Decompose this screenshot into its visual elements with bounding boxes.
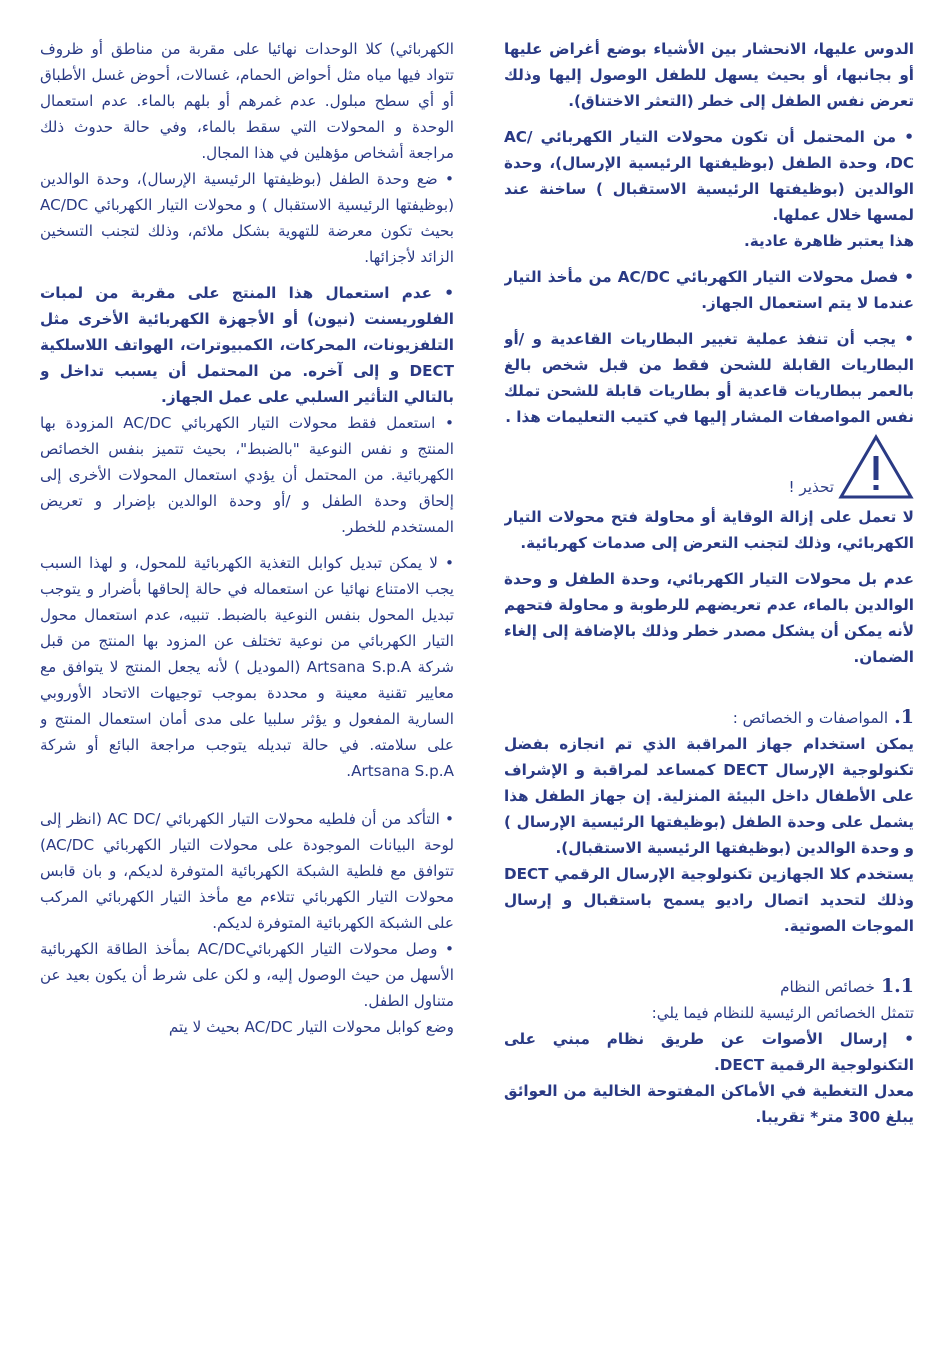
- paragraph: الكهربائي) كلا الوحدات نهائيا على مقربة من مناطق أو ظروف تتواد فيها مياه مثل أحواض الحمام، غسالات، أحوض غسل الأطباق أو أي سطح مبلول. عدم غمرهم أو بلهم بالماء. عدم استعمال الوحدة و المحولات التي سقط بالماء، وفي حالة حدوث ذلك مراجعة أشخاص مؤهلين في هذا المجال.: [40, 40, 454, 162]
- subsection-heading: [504, 973, 914, 1000]
- paragraph: معدل التغطية في الأماكن المفتوحة الخالية من العوائق يبلغ 300 متر* تقريبا.: [504, 1082, 914, 1126]
- subsection-number: 1.1: [880, 975, 914, 997]
- bullet-paragraph: • يجب أن تنفذ عملية تغيير البطاريات القاعدية و /أو البطاريات القابلة للشحن فقط من قبل شخص بالغ بالعمر ببطاريات قاعدية أو بطاريات قابلة للشحن تملك نفس المواصفات المشار إليها في كتيب التعليمات هذا .: [504, 330, 914, 426]
- bullet-paragraph: • وصل محولات التيار الكهربائيAC/DC بمأخذ الطاقة الكهربائية الأسهل من حيث الوصول إليه، و لكن على شرط أن يكون بعيد عن متناول الطفل.: [40, 940, 454, 1010]
- bullet-paragraph: • إرسال الأصوات عن طريق نظام مبني على التكنولوجية الرقمية DECT.: [504, 1030, 914, 1074]
- paragraph: يستخدم كلا الجهازين تكنولوجية الإرسال الرقمي DECT وذلك لتحديد اتصال راديو يسمح باستقبال و إرسال الموجات الصوتية.: [504, 865, 914, 935]
- section-number: 1.: [894, 706, 914, 728]
- bullet-paragraph: • استعمل فقط محولات التيار الكهربائي AC/DC المزودة بها المنتج و نفس النوعية "بالضبط"، بحيث تتميز بنفس الخصائص الكهربائية. من المحتمل أن يؤدي استعمال المحولات الأخرى إلى إلحاق وحدة الطفل و /أو وحدة الوالدين بإضرار و تعريض المستخدم للخطر.: [40, 414, 454, 536]
- bullet-paragraph: • من المحتمل أن تكون محولات التيار الكهربائي /AC DC، وحدة الطفل (بوظيفتها الرئيسية الإرسال)، وحدة الوالدين (بوظيفتها الرئيسية الاستقبال ) ساخنة عند لمسها خلال عملها.: [504, 128, 914, 224]
- paragraph: عدم بل محولات التيار الكهربائي، وحدة الطفل و وحدة الوالدين بالماء، عدم تعريضهم للرطوبة و محاولة فتحهم لأنه يمكن أن يشكل مصدر خطر وذلك بالإضافة إلى إلغاء الضمان.: [504, 570, 914, 666]
- right-column: [504, 36, 914, 1336]
- paragraph: هذا يعتبر ظاهرة عادية.: [744, 232, 914, 250]
- subsection-title: خصائص النظام: [780, 978, 875, 996]
- bullet-paragraph: • لا يمكن تبديل كوابل التغذية الكهربائية للمحول، و لهذا السبب يجب الامتناع نهائيا عن استعماله في حالة إلحاقها بأضرار و يتوجب تبديل المحول بنفس النوعية بالضبط. تنبيه، عدم استعمال محول التيار الكهربائي من نوعية تختلف عن المزود بها المنتج من قبل شركة Artsana S.p.A (الموديل ) لأنه يجعل المنتج لا يتوافق مع معايير تقنية معينة و محددة بموجب توجيهات الاتحاد الأوروبي السارية المفعول و يؤثر سلبيا على مدى أمان استعمال المنتج و على سلامته. في حالة تبديله يتوجب مراجعة البائع أو شركة Artsana S.p.A.: [40, 554, 454, 780]
- paragraph: الدوس عليها، الانحشار بين الأشياء بوضع أغراض عليها أو بجانبها، أو بحيث يسهل للطفل الوصول إليها وذلك تعرض نفس الطفل إلى خطر (التعثر الاختناق).: [504, 40, 914, 110]
- warning-triangle-icon: [838, 434, 914, 500]
- paragraph: وضع كوابل محولات التيار AC/DC بحيث لا يتم: [168, 1018, 454, 1036]
- section-title: المواصفات و الخصائص :: [732, 709, 889, 727]
- paragraph: تتمثل الخصائص الرئيسية للنظام فيما يلي:: [651, 1004, 914, 1022]
- warning-block: [504, 434, 914, 504]
- section-heading: [504, 704, 914, 731]
- paragraph: لا تعمل على إزالة الوقاية أو محاولة فتح محولات التيار الكهربائي، وذلك لتجنب التعرض إلى صدمات كهربائية.: [504, 508, 914, 552]
- bullet-paragraph: • عدم استعمال هذا المنتج على مقربة من لمبات الفلوريسنت (نيون) أو الأجهزة الكهربائية الأخرى مثل التلفزيونات، المحركات، الكمبيوترات، الهواتف اللاسلكية DECT و إلى آخره. من المحتمل أن يسبب تداخل و بالتالي التأثير السلبي على عمل الجهاز.: [40, 284, 454, 406]
- bullet-paragraph: • التأكد من أن فلطيه محولات التيار الكهربائي /AC DC (انظر إلى لوحة البيانات الموجودة على محولات التيار الكهربائي AC/DC) تتوافق مع فلطية الشبكة الكهربائية المتوفرة لديكم، و بان قابس محولات التيار الكهربائي تتلاءم مع مأخذ التيار الكهربائي المركب على الشبكة الكهربائية المتوفرة لديكم.: [40, 810, 454, 932]
- bullet-paragraph: • فصل محولات التيار الكهربائي AC/DC من مأخذ التيار عندما لا يتم استعمال الجهاز.: [504, 268, 914, 312]
- paragraph: يمكن استخدام جهاز المراقبة الذي تم انجازه بفضل تكنولوجية الإرسال DECT كمساعد لمراقبة و الإشراف على الأطفال داخل البيئة المنزلية. إن جهاز الطفل هذا يشمل على وحدة الطفل (بوظيفتها الرئيسية الإرسال ) و وحدة الوالدين (بوظيفتها الرئيسية الاستقبال).: [504, 735, 914, 857]
- warning-label: تحذير !: [788, 478, 834, 496]
- bullet-paragraph: • ضع وحدة الطفل (بوظيفتها الرئيسية الإرسال)، وحدة الوالدين (بوظيفتها الرئيسية الاستقبال ) و محولات التيار الكهربائي AC/DC بحيث تكون معرضة للتهوية بشكل ملائم، وذلك لتجنب التسخين الزائد لأجزائها.: [40, 170, 454, 266]
- left-column: [40, 36, 454, 1336]
